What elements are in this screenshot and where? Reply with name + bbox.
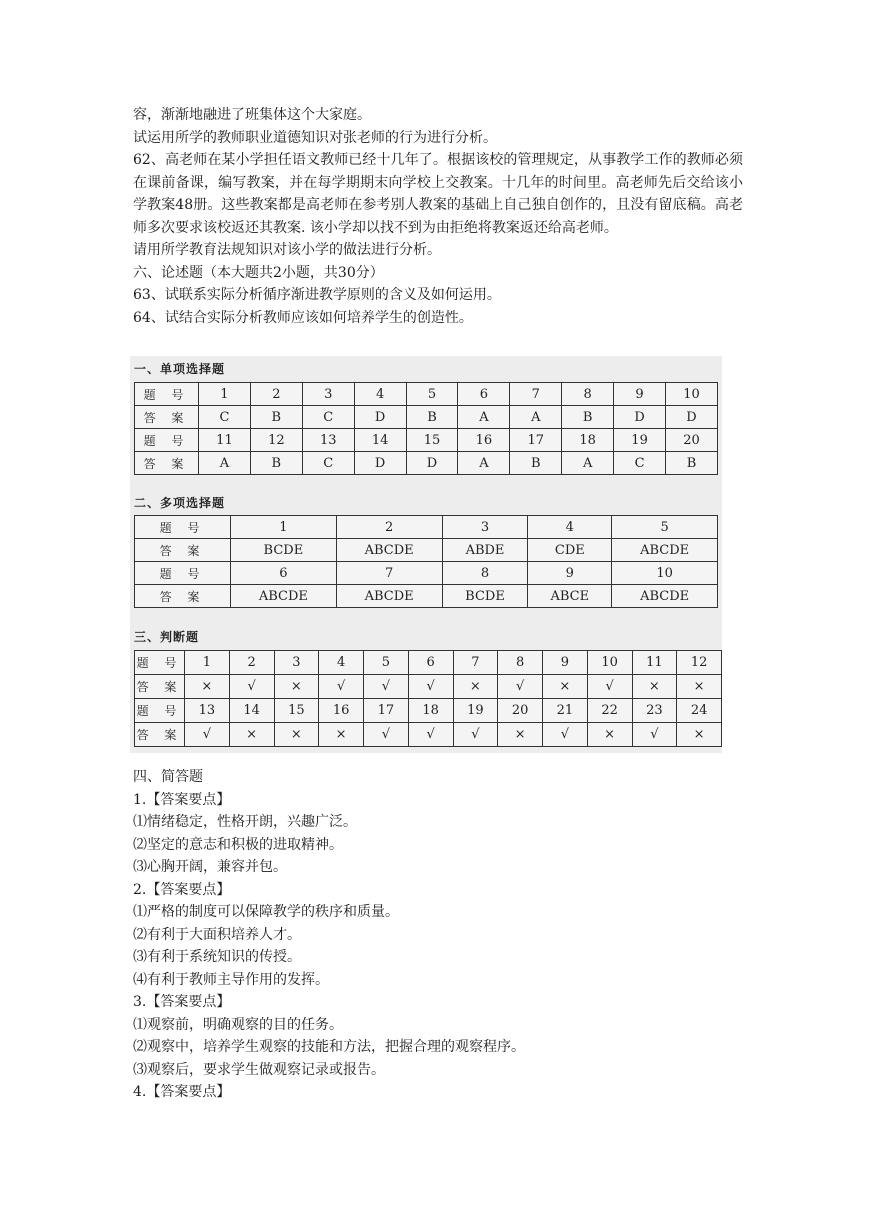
answer-cell: √ — [587, 675, 632, 699]
answer-cell: √ — [185, 723, 230, 747]
question-64: 64、试结合实际分析教师应该如何培养学生的创造性。 — [133, 309, 473, 326]
question-number-cell: 19 — [614, 429, 666, 452]
question-number-cell: 20 — [666, 429, 718, 452]
answer-cell: B — [510, 452, 562, 475]
section-title-multiple-choice: 二、多项选择题 — [134, 496, 226, 510]
question-number-cell: 4 — [528, 516, 612, 539]
answer-cell: B — [250, 452, 302, 475]
question-number-cell: 18 — [408, 699, 453, 723]
answer-cell: B — [250, 406, 302, 429]
answer-cell: C — [302, 406, 354, 429]
question-number-cell: 7 — [336, 562, 442, 585]
answer-cell: × — [319, 723, 364, 747]
question-number-cell: 5 — [612, 516, 718, 539]
question-number-cell: 18 — [562, 429, 614, 452]
answer-cell: ABCDE — [336, 539, 442, 562]
answer-cell: BCDE — [442, 585, 528, 608]
answer-cell: D — [614, 406, 666, 429]
row-label: 题 号 — [135, 651, 185, 675]
answer-cell: √ — [364, 675, 409, 699]
answer-cell: √ — [408, 723, 453, 747]
question-number-cell: 15 — [406, 429, 458, 452]
answer-cell: × — [185, 675, 230, 699]
answer-cell: A — [458, 406, 510, 429]
single-choice-table — [134, 382, 718, 475]
question-number-cell: 17 — [510, 429, 562, 452]
answer-cell: √ — [408, 675, 453, 699]
answer-cell: √ — [543, 723, 588, 747]
question-number-cell: 16 — [458, 429, 510, 452]
answer-cell: B — [406, 406, 458, 429]
question-number-cell: 9 — [543, 651, 588, 675]
answer-cell: √ — [364, 723, 409, 747]
row-label: 题 号 — [135, 516, 231, 539]
question-number-cell: 5 — [364, 651, 409, 675]
question-number-cell: 19 — [453, 699, 498, 723]
answer-point: ⑵观察中，培养学生观察的技能和方法，把握合理的观察程序。 — [133, 1039, 525, 1055]
question-number-cell: 14 — [229, 699, 274, 723]
answer-cell: CDE — [528, 539, 612, 562]
answer-cell: √ — [229, 675, 274, 699]
question-number-cell: 16 — [319, 699, 364, 723]
question-63: 63、试联系实际分析循序渐进教学原则的含义及如何运用。 — [133, 287, 501, 303]
question-number-cell: 15 — [274, 699, 319, 723]
section-title-single-choice: 一、单项选择题 — [134, 362, 226, 376]
true-false-table — [134, 650, 722, 747]
row-label: 题 号 — [135, 562, 231, 585]
question-number-cell: 4 — [319, 651, 364, 675]
question-number-cell: 2 — [250, 383, 302, 406]
table-row — [135, 516, 718, 539]
answer-point: ⑴严格的制度可以保障教学的秩序和质量。 — [133, 904, 399, 920]
table-row — [135, 651, 722, 675]
question-number-cell: 1 — [185, 651, 230, 675]
question-number-cell: 1 — [199, 383, 251, 406]
answer-point: ⑶有利于系统知识的传授。 — [133, 949, 301, 965]
question-number-cell: 20 — [498, 699, 543, 723]
answer-cell: ABCE — [528, 585, 612, 608]
answer-cell: C — [199, 406, 251, 429]
answer-cell: D — [354, 452, 406, 475]
answer-heading: 4.【答案要点】 — [133, 1084, 231, 1100]
answer-cell: × — [677, 675, 722, 699]
table-row — [135, 406, 718, 429]
row-label: 答 案 — [135, 675, 185, 699]
answer-point: ⑶观察后，要求学生做观察记录或报告。 — [133, 1061, 385, 1078]
question-62: 62、高老师在某小学担任语文教师已经十几年了。根据该校的管理规定，从事教学工作的教师必须在课前备课，编写教案，并在每学期期末向学校上交教案。十几年的时间里。高老师先后交给该小学教案48册。这些教案都是高老师在参考别人教案的基础上自己独自创作的，且没有留底稿。高老师多次要求该校返还其教案. 该小学却以找不到为由拒绝将教案返还给高老师。 — [133, 152, 743, 236]
answer-cell: BCDE — [231, 539, 337, 562]
question-number-cell: 14 — [354, 429, 406, 452]
question-number-cell: 12 — [250, 429, 302, 452]
answer-cell: D — [666, 406, 718, 429]
question-number-cell: 24 — [677, 699, 722, 723]
answer-cell: × — [677, 723, 722, 747]
question-number-cell: 12 — [677, 651, 722, 675]
question-number-cell: 22 — [587, 699, 632, 723]
question-number-cell: 13 — [302, 429, 354, 452]
question-number-cell: 17 — [364, 699, 409, 723]
answer-cell: √ — [498, 675, 543, 699]
table-row — [135, 699, 722, 723]
multiple-choice-table — [134, 515, 718, 608]
table-row — [135, 383, 718, 406]
question-number-cell: 3 — [442, 516, 528, 539]
question-number-cell: 10 — [612, 562, 718, 585]
question-text-top — [133, 104, 743, 329]
table-row — [135, 675, 722, 699]
answer-point: ⑵坚定的意志和积极的进取精神。 — [133, 836, 343, 853]
answer-cell: × — [274, 675, 319, 699]
question-number-cell: 13 — [185, 699, 230, 723]
answer-point: ⑵有利于大面积培养人才。 — [133, 926, 301, 943]
question-number-cell: 3 — [274, 651, 319, 675]
row-label: 答 案 — [135, 723, 185, 747]
row-label: 题 号 — [135, 699, 185, 723]
section-heading: 六、论述题（本大题共2小题，共30分） — [133, 264, 384, 281]
table-row — [135, 723, 722, 747]
answer-cell: D — [406, 452, 458, 475]
question-number-cell: 11 — [632, 651, 677, 675]
question-number-cell: 8 — [562, 383, 614, 406]
answer-cell: × — [498, 723, 543, 747]
answer-cell: ABDE — [442, 539, 528, 562]
answer-cell: √ — [632, 723, 677, 747]
answer-cell: √ — [453, 723, 498, 747]
question-number-cell: 7 — [453, 651, 498, 675]
answer-cell: × — [587, 723, 632, 747]
question-number-cell: 3 — [302, 383, 354, 406]
answer-cell: B — [562, 406, 614, 429]
answer-heading: 1.【答案要点】 — [133, 791, 231, 808]
answer-cell: ABCDE — [231, 585, 337, 608]
question-number-cell: 8 — [442, 562, 528, 585]
answer-cell: × — [543, 675, 588, 699]
table-row — [135, 539, 718, 562]
question-number-cell: 8 — [498, 651, 543, 675]
paragraph: 请用所学教育法规知识对该小学的做法进行分析。 — [133, 242, 441, 258]
answer-cell: × — [632, 675, 677, 699]
row-label: 题 号 — [135, 383, 199, 406]
question-number-cell: 6 — [458, 383, 510, 406]
table-row — [135, 585, 718, 608]
question-number-cell: 9 — [614, 383, 666, 406]
answer-cell: A — [510, 406, 562, 429]
answer-cell: A — [562, 452, 614, 475]
answer-cell: B — [666, 452, 718, 475]
row-label: 答 案 — [135, 539, 231, 562]
answer-point: ⑴情绪稳定，性格开朗，兴趣广泛。 — [133, 814, 357, 830]
question-number-cell: 11 — [199, 429, 251, 452]
row-label: 答 案 — [135, 452, 199, 475]
question-number-cell: 9 — [528, 562, 612, 585]
paragraph: 试运用所学的教师职业道德知识对张老师的行为进行分析。 — [133, 129, 497, 146]
question-number-cell: 5 — [406, 383, 458, 406]
section-title-true-false: 三、判断题 — [134, 630, 200, 644]
table-row — [135, 452, 718, 475]
answer-point: ⑶心胸开阔，兼容并包。 — [133, 859, 287, 875]
answer-cell: √ — [319, 675, 364, 699]
question-number-cell: 10 — [587, 651, 632, 675]
row-label: 题 号 — [135, 429, 199, 452]
answer-point: ⑴观察前，明确观察的目的任务。 — [133, 1016, 343, 1033]
question-number-cell: 23 — [632, 699, 677, 723]
answer-cell: ABCDE — [612, 539, 718, 562]
answer-cell: ABCDE — [336, 585, 442, 608]
question-number-cell: 6 — [231, 562, 337, 585]
answer-key-image — [130, 356, 722, 753]
question-number-cell: 10 — [666, 383, 718, 406]
question-number-cell: 4 — [354, 383, 406, 406]
question-number-cell: 1 — [231, 516, 337, 539]
question-number-cell: 6 — [408, 651, 453, 675]
question-number-cell: 2 — [229, 651, 274, 675]
answer-cell: A — [199, 452, 251, 475]
answer-cell: A — [458, 452, 510, 475]
question-number-cell: 7 — [510, 383, 562, 406]
answer-cell: C — [614, 452, 666, 475]
answer-cell: D — [354, 406, 406, 429]
answer-cell: × — [274, 723, 319, 747]
answer-point: ⑷有利于教师主导作用的发挥。 — [133, 971, 329, 988]
answer-heading: 2.【答案要点】 — [133, 881, 231, 898]
row-label: 答 案 — [135, 406, 199, 429]
answer-cell: C — [302, 452, 354, 475]
answer-cell: × — [229, 723, 274, 747]
table-row — [135, 429, 718, 452]
answer-cell: × — [453, 675, 498, 699]
answer-cell: ABCDE — [612, 585, 718, 608]
row-label: 答 案 — [135, 585, 231, 608]
paragraph: 容，渐渐地融进了班集体这个大家庭。 — [133, 107, 371, 123]
table-row — [135, 562, 718, 585]
answer-heading: 3.【答案要点】 — [133, 994, 231, 1010]
question-number-cell: 2 — [336, 516, 442, 539]
question-number-cell: 21 — [543, 699, 588, 723]
section-heading: 四、简答题 — [133, 769, 203, 785]
answer-text-bottom — [133, 766, 743, 1104]
